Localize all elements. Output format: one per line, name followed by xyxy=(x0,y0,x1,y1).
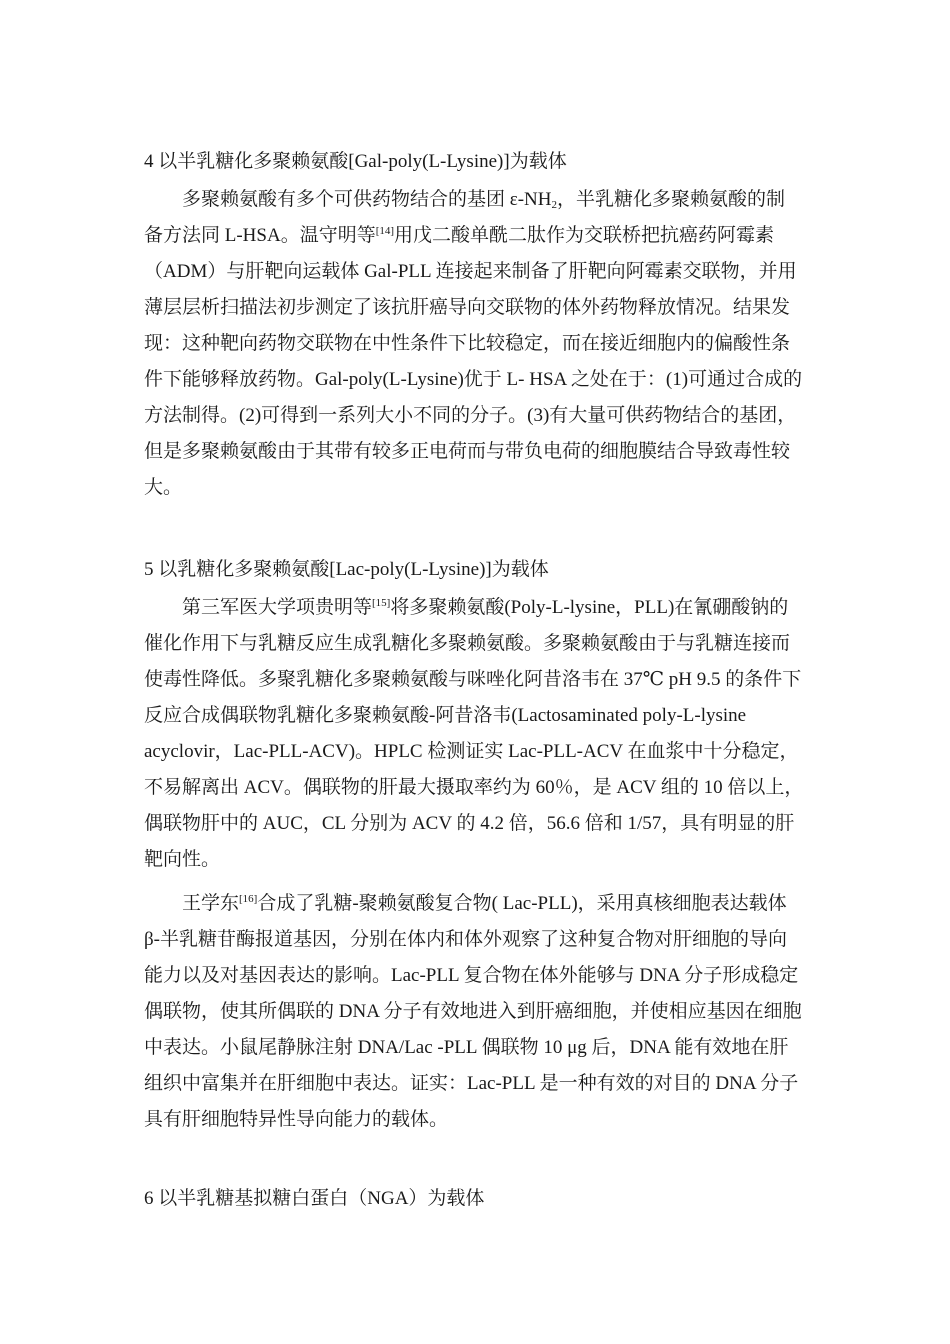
text-line xyxy=(144,218,808,254)
text-run: 将多聚赖氨酸(Poly-L-lysine，PLL)在氰硼酸钠的 xyxy=(390,597,789,618)
text-line xyxy=(144,698,808,734)
text-run: 多聚赖氨酸有多个可供药物结合的基团 ε-NH xyxy=(182,189,552,210)
text-line xyxy=(144,662,808,698)
text-line xyxy=(144,254,808,290)
citation-superscript: [16] xyxy=(239,893,258,905)
text-line xyxy=(144,182,808,218)
subscript: 2 xyxy=(551,199,557,211)
paragraph xyxy=(144,886,808,1138)
text-line xyxy=(144,1102,808,1138)
text-run: （ADM）与肝靶向运载体 Gal-PLL 连接起来制备了肝靶向阿霉素交联物，并用 xyxy=(144,261,797,282)
text-run: 备方法同 L-HSA。温守明等 xyxy=(144,225,376,246)
text-run: 用戊二酸单酰二肽作为交联桥把抗癌药阿霉素 xyxy=(394,225,775,246)
text-line xyxy=(144,922,808,958)
text-line xyxy=(144,842,808,878)
text-line xyxy=(144,590,808,626)
text-run: 王学东 xyxy=(182,893,240,914)
section-heading: 5 以乳糖化多聚赖氨酸[Lac-poly(L-Lysine)]为载体 xyxy=(144,559,549,580)
text-run: 大。 xyxy=(144,477,183,498)
paragraph xyxy=(144,182,808,506)
text-line xyxy=(144,994,808,1030)
paragraph xyxy=(144,590,808,878)
text-run: 催化作用下与乳糖反应生成乳糖化多聚赖氨酸。多聚赖氨酸由于与乳糖连接而 xyxy=(144,633,791,654)
section-heading: 4 以半乳糖化多聚赖氨酸[Gal-poly(L-Lysine)]为载体 xyxy=(144,151,567,172)
text-run: 第三军医大学项贵明等 xyxy=(182,597,373,618)
text-run: 使毒性降低。多聚乳糖化多聚赖氨酸与咪唑化阿昔洛韦在 37℃ pH 9.5 的条件下 xyxy=(144,669,802,690)
text-run: 能力以及对基因表达的影响。Lac-PLL 复合物在体外能够与 DNA 分子形成稳定 xyxy=(144,965,799,986)
text-run: 薄层层析扫描法初步测定了该抗肝癌导向交联物的体外药物释放情况。结果发 xyxy=(144,297,791,318)
text-run: 组织中富集并在肝细胞中表达。证实：Lac-PLL 是一种有效的对目的 DNA 分子 xyxy=(144,1073,799,1094)
text-run: 偶联物，使其所偶联的 DNA 分子有效地进入到肝癌细胞，并使相应基因在细胞 xyxy=(144,1001,802,1022)
text-line xyxy=(144,1030,808,1066)
text-run: 中表达。小鼠尾静脉注射 DNA/Lac -PLL 偶联物 10 μg 后，DNA 能有效地在肝 xyxy=(144,1037,789,1058)
section-heading: 6 以半乳糖基拟糖白蛋白（NGA）为载体 xyxy=(144,1188,485,1209)
text-line xyxy=(144,326,808,362)
text-run: 偶联物肝中的 AUC，CL 分别为 ACV 的 4.2 倍，56.6 倍和 1/57，具有明显的肝 xyxy=(144,813,795,834)
text-line xyxy=(144,626,808,662)
text-line xyxy=(144,770,808,806)
text-run: 件下能够释放药物。Gal-poly(L-Lysine)优于 L- HSA 之处在于：(1)可通过合成的 xyxy=(144,369,803,390)
text-line xyxy=(144,362,808,398)
citation-superscript: [15] xyxy=(372,597,391,609)
text-run: 方法制得。(2)可得到一系列大小不同的分子。(3)有大量可供药物结合的基团， xyxy=(144,405,797,426)
text-line xyxy=(144,734,808,770)
text-run: ，半乳糖化多聚赖氨酸的制 xyxy=(557,189,786,210)
text-line xyxy=(144,958,808,994)
text-line xyxy=(144,806,808,842)
text-run: 反应合成偶联物乳糖化多聚赖氨酸-阿昔洛韦(Lactosaminated poly-L-lysine xyxy=(144,705,747,726)
text-run: 但是多聚赖氨酸由于其带有较多正电荷而与带负电荷的细胞膜结合导致毒性较 xyxy=(144,441,791,462)
text-run: 不易解离出 ACV。偶联物的肝最大摄取率约为 60％，是 ACV 组的 10 倍以上， xyxy=(144,777,804,798)
text-line xyxy=(144,1066,808,1102)
text-run: acyclovir，Lac-PLL-ACV)。HPLC 检测证实 Lac-PLL-ACV 在血浆中十分稳定， xyxy=(144,741,799,762)
text-line xyxy=(144,290,808,326)
text-line xyxy=(144,470,808,506)
text-line xyxy=(144,434,808,470)
text-run: 合成了乳糖-聚赖氨酸复合物( Lac-PLL)，采用真核细胞表达载体 xyxy=(257,893,787,914)
text-line xyxy=(144,886,808,922)
text-run: 现：这种靶向药物交联物在中性条件下比较稳定，而在接近细胞内的偏酸性条 xyxy=(144,333,791,354)
text-run: β-半乳糖苷酶报道基因，分别在体内和体外观察了这种复合物对肝细胞的导向 xyxy=(144,929,787,950)
citation-superscript: [14] xyxy=(375,225,395,237)
text-run: 靶向性。 xyxy=(144,849,221,870)
text-line xyxy=(144,398,808,434)
text-run: 具有肝细胞特异性导向能力的载体。 xyxy=(144,1109,449,1130)
